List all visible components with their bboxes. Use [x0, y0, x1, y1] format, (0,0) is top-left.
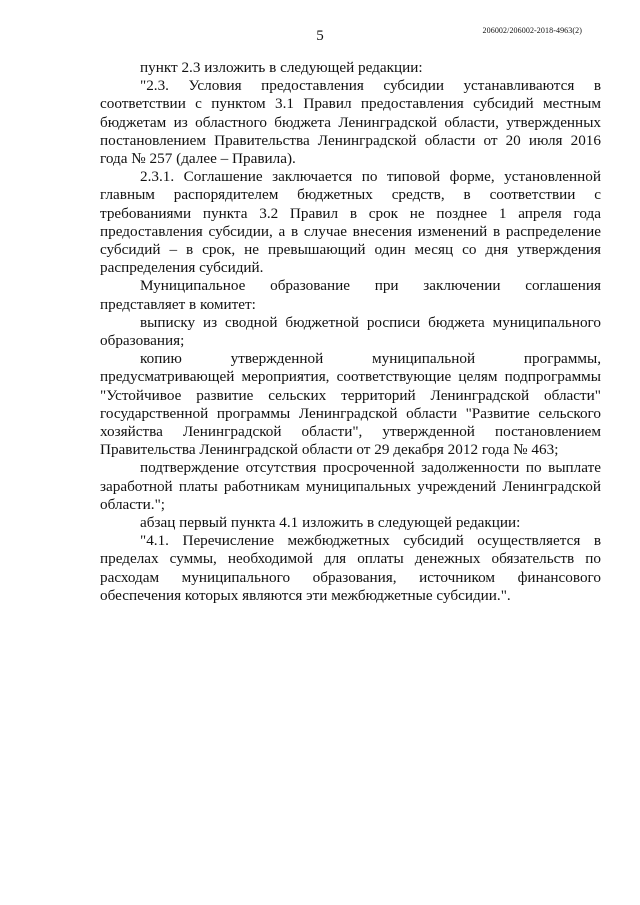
paragraph-1: пункт 2.3 изложить в следующей редакции: [140, 59, 423, 76]
document-id: 206002/206002-2018-4963(2) [482, 26, 582, 35]
paragraph-8: абзац первый пункта 4.1 изложить в следующей редакции: [140, 514, 521, 532]
paragraph-3: 2.3.1. Соглашение заключается по типовой форме, установленной главным распорядителем бюджетных средств, в соответствии с требованиями пункта 3.2 Правил в срок не позднее 1 апреля года предоставления субсидии, а в случае внесения изменений в распределение субсидий – в срок, не превышающий один месяц со дня утверждения распределения субсидий. [100, 168, 601, 277]
paragraph-6: копию утвержденной муниципальной программы, предусматривающей мероприятия, соответствующие целям подпрограммы "Устойчивое развитие сельских территорий Ленинградской области" государственной программы Ленинградской области "Развитие сельского хозяйства Ленинградской области", утвержденной постановлением Правительства Ленинградской области от 29 декабря 2012 года № 463; [100, 350, 601, 459]
paragraph-2: "2.3. Условия предоставления субсидии устанавливаются в соответствии с пунктом 3.1 Правил предоставления субсидий местным бюджетам из областного бюджета Ленинградской области, утвержденных постановлением Правительства Ленинградской области от 20 июля 2016 года № 257 (далее – Правила). [100, 77, 601, 168]
document-body [100, 59, 601, 605]
page-number: 5 [316, 28, 324, 44]
paragraph-4: Муниципальное образование при заключении соглашения представляет в комитет: [100, 277, 601, 313]
paragraph-7: подтверждение отсутствия просроченной задолженности по выплате заработной платы работникам муниципальных учреждений Ленинградской области."; [100, 459, 601, 513]
paragraph-5: выписку из сводной бюджетной росписи бюджета муниципального образования; [100, 313, 601, 350]
paragraph-9: "4.1. Перечисление межбюджетных субсидий осуществляется в пределах суммы, необходимой для оплаты денежных обязательств по расходам муниципального образования, источником финансового обеспечения которых являются эти межбюджетные субсидии.". [100, 532, 601, 604]
